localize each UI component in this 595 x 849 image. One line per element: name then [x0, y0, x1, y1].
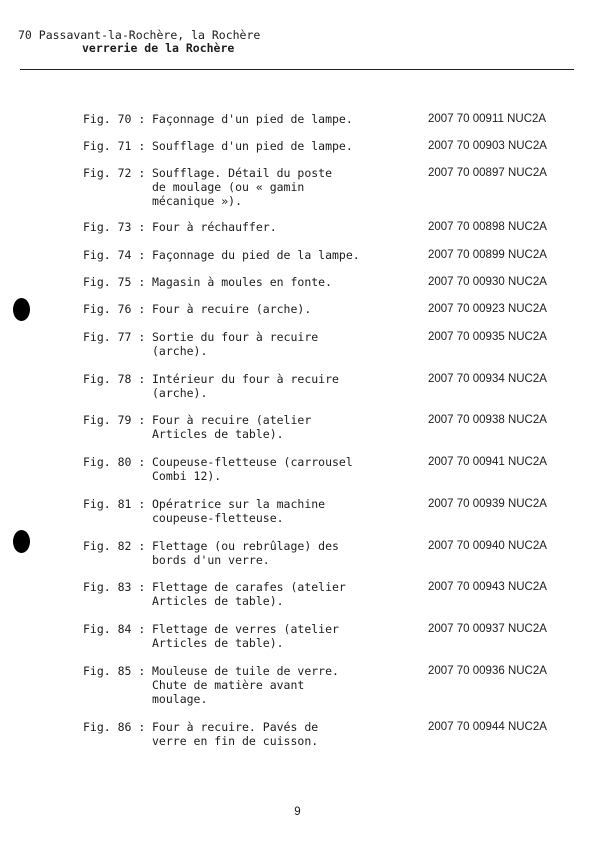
figure-reference: 2007 70 00930 NUC2A: [428, 276, 547, 288]
figure-label: Fig. 75 :: [83, 275, 146, 289]
figure-description: Soufflage d'un pied de lampe.: [152, 139, 353, 153]
figure-label: Fig. 76 :: [83, 302, 146, 316]
figure-label: Fig. 86 :: [83, 720, 146, 734]
figure-reference: 2007 70 00943 NUC2A: [428, 581, 547, 593]
figure-description: Magasin à moules en fonte.: [152, 275, 333, 289]
figure-reference: 2007 70 00935 NUC2A: [428, 331, 547, 343]
figure-reference: 2007 70 00938 NUC2A: [428, 414, 547, 426]
figure-label: Fig. 73 :: [83, 220, 146, 234]
figure-description: Flettage de carafes (atelier Articles de table).: [152, 580, 346, 608]
figure-reference: 2007 70 00940 NUC2A: [428, 540, 547, 552]
figure-description: Four à réchauffer.: [152, 220, 277, 234]
figure-description: Soufflage. Détail du poste de moulage (ou « gamin mécanique »).: [152, 166, 333, 208]
figure-description: Four à recuire (atelier Articles de table).: [152, 413, 312, 441]
figure-description: Sortie du four à recuire (arche).: [152, 330, 319, 358]
figure-label: Fig. 79 :: [83, 413, 146, 427]
figure-reference: 2007 70 00941 NUC2A: [428, 456, 547, 468]
figure-label: Fig. 80 :: [83, 455, 146, 469]
figure-description: Four à recuire. Pavés de verre en fin de cuisson.: [152, 720, 319, 748]
figure-description: Façonnage du pied de la lampe.: [152, 248, 360, 262]
figure-reference: 2007 70 00936 NUC2A: [428, 665, 547, 677]
figure-reference: 2007 70 00937 NUC2A: [428, 623, 547, 635]
figure-description: Intérieur du four à recuire (arche).: [152, 372, 339, 400]
figure-reference: 2007 70 00899 NUC2A: [428, 249, 547, 261]
figure-description: Four à recuire (arche).: [152, 302, 312, 316]
figure-description: Coupeuse-fletteuse (carrousel Combi 12).: [152, 455, 353, 483]
figure-reference: 2007 70 00897 NUC2A: [428, 167, 547, 179]
figure-description: Mouleuse de tuile de verre. Chute de matière avant moulage.: [152, 664, 339, 706]
figure-reference: 2007 70 00923 NUC2A: [428, 303, 547, 315]
figure-reference: 2007 70 00944 NUC2A: [428, 721, 547, 733]
figure-label: Fig. 81 :: [83, 497, 146, 511]
figure-description: Flettage de verres (atelier Articles de table).: [152, 622, 339, 650]
figure-description: Façonnage d'un pied de lampe.: [152, 112, 353, 126]
figure-description: Opératrice sur la machine coupeuse-fletteuse.: [152, 497, 326, 525]
figure-reference: 2007 70 00934 NUC2A: [428, 373, 547, 385]
figure-label: Fig. 77 :: [83, 330, 146, 344]
figure-label: Fig. 85 :: [83, 664, 146, 678]
figure-label: Fig. 83 :: [83, 580, 146, 594]
figure-reference: 2007 70 00911 NUC2A: [428, 113, 547, 125]
figure-label: Fig. 71 :: [83, 139, 146, 153]
figure-label: Fig. 74 :: [83, 248, 146, 262]
figure-reference: 2007 70 00898 NUC2A: [428, 221, 547, 233]
figure-label: Fig. 82 :: [83, 539, 146, 553]
figure-label: Fig. 78 :: [83, 372, 146, 386]
figure-label: Fig. 70 :: [83, 112, 146, 126]
header-subtitle: verrerie de la Rochère: [82, 41, 235, 55]
header-location: 70 Passavant-la-Rochère, la Rochère: [18, 28, 261, 42]
figure-reference: 2007 70 00939 NUC2A: [428, 498, 547, 510]
figure-label: Fig. 72 :: [83, 166, 146, 180]
figure-description: Flettage (ou rebrûlage) des bords d'un verre.: [152, 539, 339, 567]
figure-reference: 2007 70 00903 NUC2A: [428, 140, 547, 152]
page-number: 9: [294, 806, 301, 818]
figure-label: Fig. 84 :: [83, 622, 146, 636]
